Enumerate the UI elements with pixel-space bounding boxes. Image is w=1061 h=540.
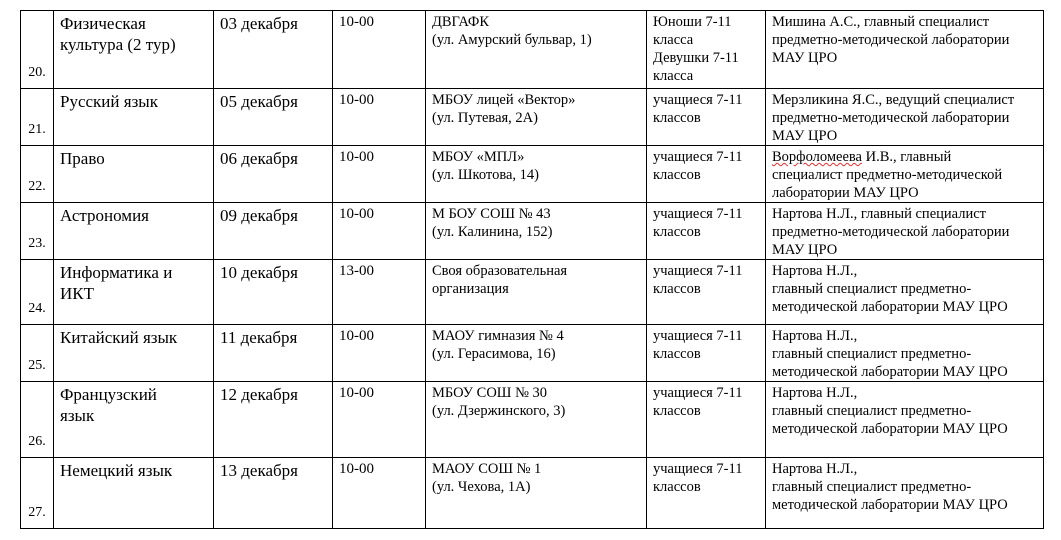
row-number: 25. (21, 325, 54, 382)
row-number: 23. (21, 203, 54, 260)
responsible-line: Нартова Н.Л., (772, 328, 858, 344)
time-cell: 10-00 (333, 89, 426, 146)
table-row (21, 146, 1044, 203)
place-line: МБОУ СОШ № 30 (432, 385, 548, 401)
row-number: 27. (21, 458, 54, 529)
participants-line: класса (653, 68, 694, 84)
olympiad-schedule-table (20, 10, 1044, 529)
time-cell: 10-00 (333, 11, 426, 89)
date-cell: 12 декабря (214, 382, 333, 458)
place-line: (ул. Дзержинского, 3) (432, 403, 566, 419)
place-line: М БОУ СОШ № 43 (432, 206, 551, 222)
place-cell (426, 11, 647, 89)
responsible-cell (766, 260, 1044, 325)
document-page (20, 10, 1044, 529)
spellcheck-underlined-name: Ворфоломеева (772, 149, 862, 165)
responsible-line: методической лаборатории МАУ ЦРО (772, 497, 1008, 513)
time-cell: 10-00 (333, 325, 426, 382)
subject-cell (54, 11, 214, 89)
date-cell: 13 декабря (214, 458, 333, 529)
responsible-line: методической лаборатории МАУ ЦРО (772, 364, 1008, 380)
place-cell (426, 89, 647, 146)
place-cell (426, 146, 647, 203)
participants-line: классов (653, 110, 701, 126)
participants-line: учащиеся 7-11 (653, 149, 743, 165)
responsible-line: Мишина А.С., главный специалист (772, 14, 990, 30)
participants-cell (647, 325, 766, 382)
date-cell: 10 декабря (214, 260, 333, 325)
responsible-line: главный специалист предметно- (772, 403, 972, 419)
responsible-line: Нартова Н.Л., (772, 263, 858, 279)
subject-line: Право (60, 149, 105, 168)
participants-cell (647, 146, 766, 203)
row-number: 20. (21, 11, 54, 89)
date-cell: 03 декабря (214, 11, 333, 89)
subject-cell (54, 203, 214, 260)
responsible-cell (766, 11, 1044, 89)
participants-line: учащиеся 7-11 (653, 263, 743, 279)
responsible-line: Нартова Н.Л., (772, 385, 858, 401)
place-cell (426, 325, 647, 382)
responsible-line (772, 148, 1037, 166)
place-line: МАОУ СОШ № 1 (432, 461, 542, 477)
place-line: (ул. Чехова, 1А) (432, 479, 531, 495)
responsible-line: предметно-методической лаборатории (772, 32, 1010, 48)
responsible-line: МАУ ЦРО (772, 242, 838, 258)
participants-line: классов (653, 346, 701, 362)
table-row (21, 89, 1044, 146)
participants-cell (647, 203, 766, 260)
subject-cell (54, 325, 214, 382)
participants-line: классов (653, 224, 701, 240)
subject-line: Немецкий язык (60, 461, 173, 480)
subject-line: ИКТ (60, 284, 94, 303)
time-cell: 10-00 (333, 382, 426, 458)
table-row (21, 11, 1044, 89)
subject-line: Французский (60, 385, 157, 404)
responsible-cell (766, 458, 1044, 529)
responsible-line: Нартова Н.Л., (772, 461, 858, 477)
table-row (21, 382, 1044, 458)
table-row (21, 203, 1044, 260)
responsible-line: лаборатории МАУ ЦРО (772, 185, 919, 201)
participants-line: классов (653, 281, 701, 297)
date-cell: 09 декабря (214, 203, 333, 260)
responsible-cell (766, 382, 1044, 458)
place-line: (ул. Шкотова, 14) (432, 167, 539, 183)
subject-line: культура (2 тур) (60, 35, 176, 54)
participants-line: Юноши 7-11 (653, 14, 732, 30)
subject-line: Астрономия (60, 206, 149, 225)
responsible-cell (766, 89, 1044, 146)
participants-cell (647, 260, 766, 325)
responsible-line: специалист предметно-методической (772, 167, 1003, 183)
responsible-line: Мерзликина Я.С., ведущий специалист (772, 92, 1015, 108)
place-line: (ул. Амурский бульвар, 1) (432, 32, 592, 48)
place-line: (ул. Калинина, 152) (432, 224, 553, 240)
participants-cell (647, 382, 766, 458)
responsible-line: методической лаборатории МАУ ЦРО (772, 421, 1008, 437)
responsible-cell (766, 146, 1044, 203)
participants-line: классов (653, 403, 701, 419)
responsible-cell (766, 203, 1044, 260)
responsible-line: главный специалист предметно- (772, 346, 972, 362)
date-cell: 05 декабря (214, 89, 333, 146)
subject-cell (54, 146, 214, 203)
participants-line: учащиеся 7-11 (653, 206, 743, 222)
row-number: 21. (21, 89, 54, 146)
time-cell: 13-00 (333, 260, 426, 325)
place-cell (426, 458, 647, 529)
time-cell: 10-00 (333, 203, 426, 260)
subject-line: Русский язык (60, 92, 158, 111)
place-cell (426, 382, 647, 458)
participants-line: учащиеся 7-11 (653, 461, 743, 477)
participants-line: Девушки 7-11 (653, 50, 739, 66)
row-number: 24. (21, 260, 54, 325)
subject-line: язык (60, 406, 95, 425)
responsible-line: предметно-методической лаборатории (772, 110, 1010, 126)
date-cell: 06 декабря (214, 146, 333, 203)
participants-cell (647, 458, 766, 529)
table-row (21, 458, 1044, 529)
responsible-line: предметно-методической лаборатории (772, 224, 1010, 240)
subject-line: Китайский язык (60, 328, 178, 347)
date-cell: 11 декабря (214, 325, 333, 382)
participants-line: классов (653, 479, 701, 495)
time-cell: 10-00 (333, 146, 426, 203)
place-line: ДВГАФК (432, 14, 490, 30)
responsible-line-rest: И.В., главный (865, 149, 952, 165)
responsible-line: главный специалист предметно- (772, 479, 972, 495)
place-line: Своя образовательная (432, 263, 568, 279)
place-line: (ул. Герасимова, 16) (432, 346, 556, 362)
participants-line: учащиеся 7-11 (653, 92, 743, 108)
responsible-line: МАУ ЦРО (772, 128, 838, 144)
place-line: (ул. Путевая, 2А) (432, 110, 538, 126)
participants-cell (647, 11, 766, 89)
subject-cell (54, 382, 214, 458)
subject-line: Информатика и (60, 263, 173, 282)
responsible-line: МАУ ЦРО (772, 50, 838, 66)
place-line: МБОУ лицей «Вектор» (432, 92, 576, 108)
table-row (21, 260, 1044, 325)
participants-line: классов (653, 167, 701, 183)
place-cell (426, 260, 647, 325)
place-line: МБОУ «МПЛ» (432, 149, 525, 165)
time-cell: 10-00 (333, 458, 426, 529)
subject-cell (54, 89, 214, 146)
participants-line: класса (653, 32, 694, 48)
responsible-line: главный специалист предметно- (772, 281, 972, 297)
responsible-line: Нартова Н.Л., главный специалист (772, 206, 986, 222)
place-line: МАОУ гимназия № 4 (432, 328, 564, 344)
subject-cell (54, 260, 214, 325)
participants-cell (647, 89, 766, 146)
row-number: 22. (21, 146, 54, 203)
responsible-line: методической лаборатории МАУ ЦРО (772, 299, 1008, 315)
participants-line: учащиеся 7-11 (653, 385, 743, 401)
subject-line: Физическая (60, 14, 146, 33)
subject-cell (54, 458, 214, 529)
place-cell (426, 203, 647, 260)
place-line: организация (432, 281, 509, 297)
participants-line: учащиеся 7-11 (653, 328, 743, 344)
row-number: 26. (21, 382, 54, 458)
responsible-cell (766, 325, 1044, 382)
table-row (21, 325, 1044, 382)
